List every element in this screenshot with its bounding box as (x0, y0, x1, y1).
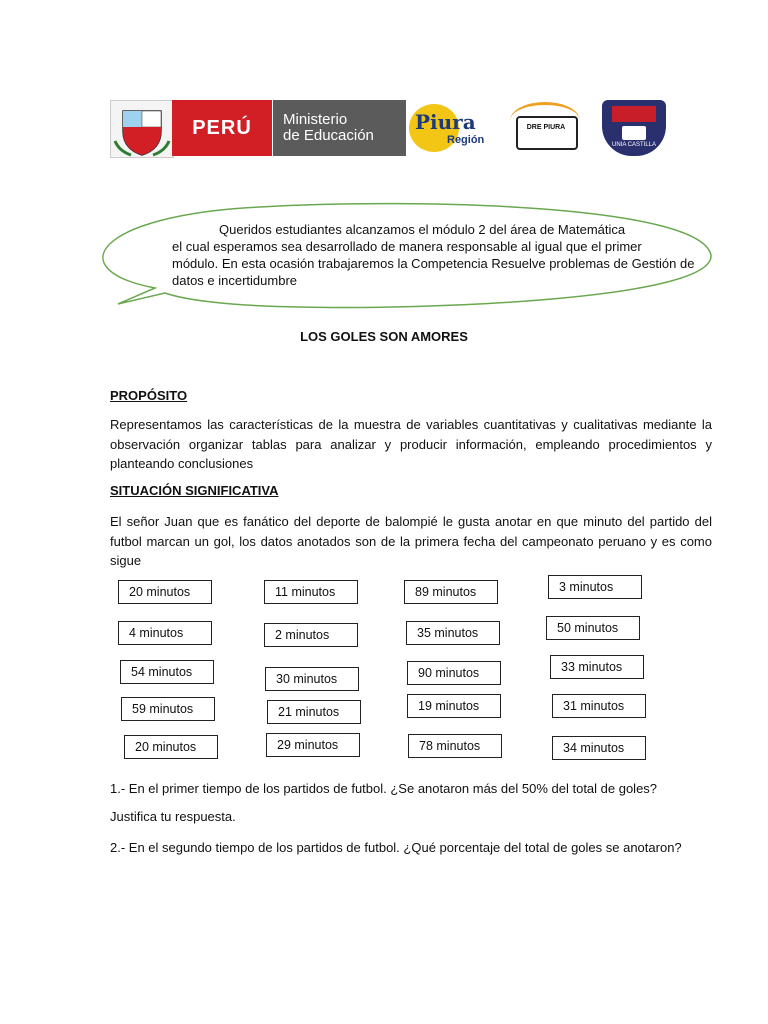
bubble-line: el cual esperamos sea desarrollado de manera responsable al igual que el primer (172, 239, 642, 254)
purpose-text: Representamos las características de la muestra de variables cuantitativas y cualitativas mediante la observación organizar tablas para analizar y producir información, empleando procedimientos y planteando conclusiones (110, 417, 712, 471)
minute-box: 11 minutos (264, 580, 358, 604)
dre-label: DRE PIURA (526, 124, 566, 131)
bubble-line: Queridos estudiantes alcanzamos el módulo 2 del área de Matemática (219, 222, 626, 237)
bubble-line: módulo. En esta ocasión trabajaremos la Competencia Resuelve problemas de Gestión de (172, 256, 695, 271)
page-title: LOS GOLES SON AMORES (300, 329, 468, 344)
question-1: 1.- En el primer tiempo de los partidos de futbol. ¿Se anotaron más del 50% del total de goles? (110, 781, 658, 796)
minute-box: 20 minutos (124, 735, 218, 759)
piura-main-text: Piura (415, 110, 476, 134)
minute-box: 29 minutos (266, 733, 360, 757)
piura-sub-text: Región (447, 134, 485, 146)
minute-box: 50 minutos (546, 616, 640, 640)
bubble-text (172, 221, 695, 289)
minute-box: 33 minutos (550, 655, 644, 679)
minute-box: 3 minutos (548, 575, 642, 599)
minute-box: 21 minutos (267, 700, 361, 724)
minute-box: 20 minutos (118, 580, 212, 604)
minute-box: 89 minutos (404, 580, 498, 604)
minute-box: 78 minutos (408, 734, 502, 758)
purpose-heading: PROPÓSITO (110, 388, 188, 403)
situation-heading: SITUACIÓN SIGNIFICATIVA (110, 483, 279, 498)
peru-brand-logo: PERÚ (172, 100, 272, 156)
question-1-note: Justifica tu respuesta. (110, 809, 236, 824)
minute-box: 90 minutos (407, 661, 501, 685)
school-label: UNIA CASTILLA (611, 142, 656, 148)
minute-box: 34 minutos (552, 736, 646, 760)
minute-box: 54 minutos (120, 660, 214, 684)
minute-box: 4 minutos (118, 621, 212, 645)
minute-box: 2 minutos (264, 623, 358, 647)
minute-box: 59 minutos (121, 697, 215, 721)
bubble-line: datos e incertidumbre (172, 273, 298, 288)
minute-box: 30 minutos (265, 667, 359, 691)
question-2: 2.- En el segundo tiempo de los partidos de futbol. ¿Qué porcentaje del total de goles se anotaron? (110, 840, 682, 855)
situation-text: El señor Juan que es fanático del deporte de balompié le gusta anotar en que minuto del partido del futbol marcan un gol, los datos anotados son de la primera fecha del campeonato peruano y es como sigue (110, 514, 712, 568)
minute-box: 35 minutos (406, 621, 500, 645)
ministry-line-2: de Educación (283, 127, 374, 144)
minute-box: 31 minutos (552, 694, 646, 718)
minute-box: 19 minutos (407, 694, 501, 718)
ministry-line-1: Ministerio (283, 111, 348, 128)
